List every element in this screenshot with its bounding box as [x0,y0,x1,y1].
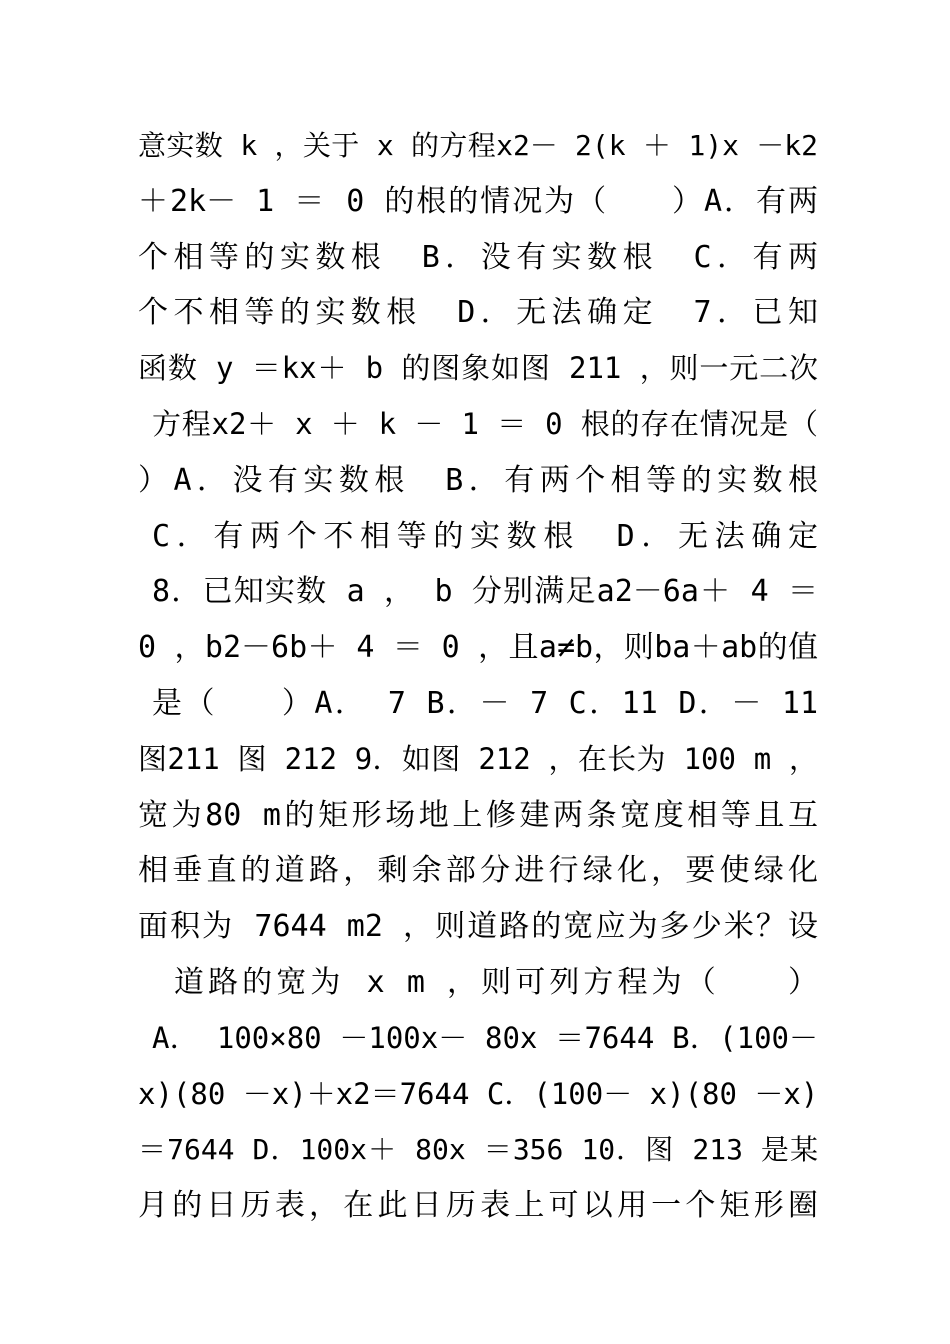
text-line: 8．已知实数 a ， b 分别满足a2－6a＋ 4 ＝ [152,574,818,610]
text-line: 道路的宽为 x m ，则可列方程为（ ） [174,964,818,1000]
text-line: 意实数 k ，关于 x 的方程x2－ 2(k ＋ 1)x －k2 [138,129,818,162]
text-line: 图211 图 212 9．如图 212 ，在长为 100 m ， [138,741,818,776]
text-line: 0 ，b2－6b＋ 4 ＝ 0 ，且a≠b，则ba＋ab的值 [138,630,818,666]
text-line: 面积为 7644 m2 ，则道路的宽应为多少米？设 [138,909,818,945]
text-line: 方程x2＋ x ＋ k － 1 ＝ 0 根的存在情况是（ [152,406,818,441]
text-line: 是（ ）A． 7 B．－ 7 C．11 D．－ 11 [152,685,818,721]
text-line: 月的日历表，在此日历表上可以用一个矩形圈 [138,1188,818,1224]
text-line: 相垂直的道路，剩余部分进行绿化，要使绿化 [138,853,818,889]
text-line: A． 100×80 －100x－ 80x ＝7644 B．(100－ [152,1020,818,1055]
text-line: 宽为80 m的矩形场地上修建两条宽度相等且互 [138,797,818,833]
text-line: 函数 y ＝kx＋ b 的图象如图 211 ，则一元二次 [138,351,818,386]
text-line: x)(80 －x)＋x2＝7644 C．(100－ x)(80 －x) [138,1076,818,1111]
text-line: 个不相等的实数根 D．无法确定 7．已知 [138,295,818,331]
text-line: ）A．没有实数根 B．有两个相等的实数根 [138,462,818,498]
text-line: ＋2k－ 1 ＝ 0 的根的情况为（ ）A．有两 [138,183,818,219]
text-line: 个相等的实数根 B．没有实数根 C．有两 [138,239,818,275]
text-line: C．有两个不相等的实数根 D．无法确定 [152,518,818,554]
text-line: ＝7644 D．100x＋ 80x ＝356 10．图 213 是某 [138,1133,818,1167]
text-body [138,118,818,1234]
